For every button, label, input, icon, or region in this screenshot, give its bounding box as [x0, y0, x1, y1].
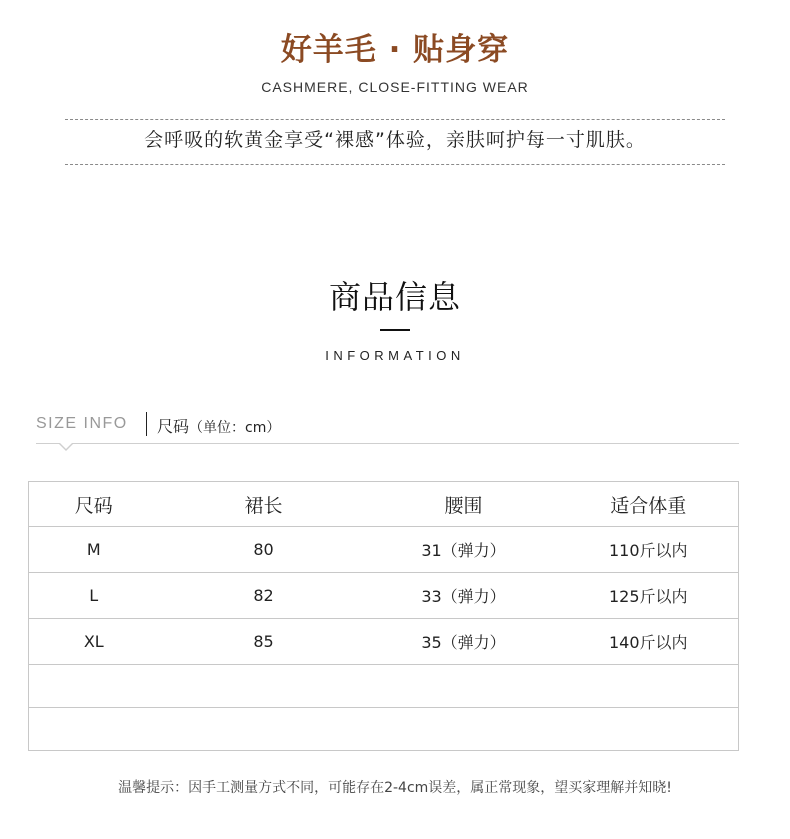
cell-weight: 125斤以内	[559, 573, 739, 619]
dashed-divider-top	[65, 119, 725, 120]
header-waist: 腰围	[369, 482, 559, 527]
table-row	[29, 527, 739, 573]
size-info-label-en: SIZE INFO	[36, 415, 128, 432]
hero-slogan: 会呼吸的软黄金享受“裸感”体验，亲肤呵护每一寸肌肤。	[144, 129, 646, 151]
cell-weight: 140斤以内	[559, 619, 739, 665]
size-info-unit: （单位：cm）	[189, 420, 281, 436]
cell-waist: 35（弹力）	[369, 619, 559, 665]
size-info-label-cn	[157, 414, 280, 437]
table-header-row	[29, 482, 739, 527]
cell-weight: 110斤以内	[559, 527, 739, 573]
size-info-header	[36, 412, 739, 444]
section-title-bar	[380, 329, 410, 331]
measurement-note: 温馨提示：因手工测量方式不同，可能存在2-4cm误差，属正常现象，望买家理解并知晓!	[118, 780, 672, 796]
header-size: 尺码	[29, 482, 159, 527]
cell-length: 82	[159, 573, 369, 619]
size-info-underline	[36, 443, 739, 444]
cell-length: 80	[159, 527, 369, 573]
size-table	[28, 481, 739, 751]
cell-length: 85	[159, 619, 369, 665]
table-row-empty	[29, 665, 739, 708]
size-info-separator	[146, 412, 147, 436]
header-length: 裙长	[159, 482, 369, 527]
header-weight: 适合体重	[559, 482, 739, 527]
size-info-pointer	[58, 443, 74, 451]
hero-subtitle: CASHMERE, CLOSE-FITTING WEAR	[261, 79, 529, 95]
hero-title: 好羊毛 · 贴身穿	[280, 32, 510, 68]
section-title: 商品信息	[328, 278, 461, 316]
section-subtitle: INFORMATION	[325, 348, 465, 363]
cell-waist: 31（弹力）	[369, 527, 559, 573]
empty-cell	[29, 708, 739, 751]
table-row	[29, 619, 739, 665]
cell-size: XL	[29, 619, 159, 665]
empty-cell	[29, 665, 739, 708]
cell-size: L	[29, 573, 159, 619]
table-row	[29, 573, 739, 619]
cell-size: M	[29, 527, 159, 573]
dashed-divider-bottom	[65, 164, 725, 165]
table-row-empty	[29, 708, 739, 751]
size-info-label-text: 尺码	[157, 417, 190, 436]
cell-waist: 33（弹力）	[369, 573, 559, 619]
